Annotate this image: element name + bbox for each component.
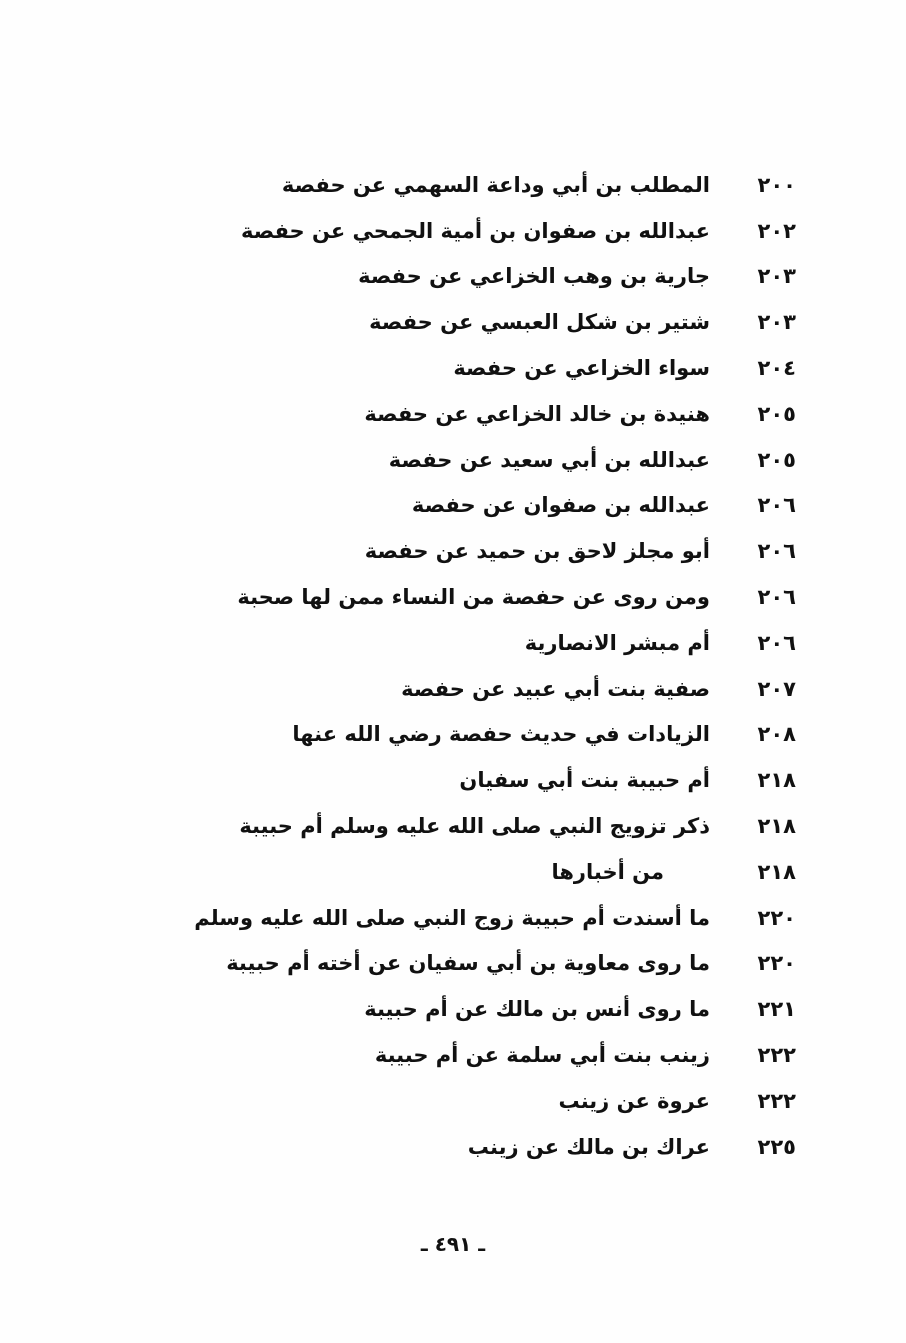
toc-entry-title: أم مبشر الانصارية: [524, 630, 710, 655]
toc-row: [96, 712, 796, 758]
toc-entry-title: صفية بنت أبي عبيد عن حفصة: [401, 676, 710, 701]
toc-row: [96, 574, 796, 620]
page-number: ـ ٤٩١ ـ: [420, 1232, 486, 1256]
toc-page-number: ٢٠٦: [757, 493, 796, 518]
toc-page-number: ٢٢٥: [757, 1134, 796, 1159]
toc-row: [96, 620, 796, 666]
toc-page-number: ٢٢٠: [757, 951, 796, 976]
toc-entry-title: عبدالله بن أبي سعيد عن حفصة: [388, 447, 710, 472]
toc-row: [96, 941, 796, 987]
toc-page-number: ٢٢٢: [757, 1043, 796, 1068]
toc-entry-title: أم حبيبة بنت أبي سفيان: [459, 768, 710, 793]
toc-row: [96, 803, 796, 849]
toc-entry-title: ما روى أنس بن مالك عن أم حبيبة: [364, 997, 710, 1022]
toc-row: [96, 483, 796, 529]
toc-page-number: ٢٢٢: [757, 1088, 796, 1113]
toc-page-number: ٢٠٣: [757, 310, 796, 335]
toc-page-number: ٢٠٥: [757, 401, 796, 426]
toc-page-number: ٢١٨: [757, 768, 796, 793]
toc-row: [96, 391, 796, 437]
toc-row: [96, 437, 796, 483]
toc-row: [96, 345, 796, 391]
toc-entry-title: زينب بنت أبي سلمة عن أم حبيبة: [374, 1043, 710, 1068]
toc-row: [96, 757, 796, 803]
toc-entry-title: جارية بن وهب الخزاعي عن حفصة: [358, 264, 710, 289]
toc-entry-title: عروة عن زينب: [558, 1088, 710, 1113]
toc-row: [96, 1124, 796, 1170]
toc-row: [96, 299, 796, 345]
toc-row: [96, 666, 796, 712]
toc-entry-title: هنيدة بن خالد الخزاعي عن حفصة: [364, 401, 710, 426]
toc-entry-title: أبو مجلز لاحق بن حميد عن حفصة: [364, 539, 710, 564]
toc-page-number: ٢١٨: [757, 814, 796, 839]
toc-row: [96, 1078, 796, 1124]
toc-page-number: ٢٠٢: [757, 218, 796, 243]
toc-entry-title: ومن روى عن حفصة من النساء ممن لها صحبة: [237, 585, 710, 610]
toc-row: [96, 208, 796, 254]
toc-entry-title: عبدالله بن صفوان عن حفصة: [411, 493, 710, 518]
toc-page-number: ٢٠٦: [757, 585, 796, 610]
toc-row: [96, 895, 796, 941]
toc-page-number: ٢٢١: [757, 997, 796, 1022]
toc-entry-title: عراك بن مالك عن زينب: [467, 1134, 710, 1159]
toc-entry-title: المطلب بن أبي وداعة السهمي عن حفصة: [281, 172, 710, 197]
toc-row: [96, 849, 796, 895]
toc-page-number: ٢٠٨: [757, 722, 796, 747]
toc-page-number: ٢٠٦: [757, 539, 796, 564]
toc-entry-title: ذكر تزويج النبي صلى الله عليه وسلم أم حبيبة: [239, 814, 710, 839]
toc-page-number: ٢٠٧: [757, 676, 796, 701]
toc-entry-title: سواء الخزاعي عن حفصة: [453, 356, 710, 381]
toc-entry-title: من أخبارها: [551, 859, 664, 884]
toc-row: [96, 162, 796, 208]
toc-page-number: ٢٠٦: [757, 630, 796, 655]
toc-row: [96, 986, 796, 1032]
toc-page-number: ٢٠٣: [757, 264, 796, 289]
toc-page-number: ٢٠٠: [757, 172, 796, 197]
toc-entry-title: ما أسندت أم حبيبة زوج النبي صلى الله عليه وسلم: [194, 905, 710, 930]
toc-row: [96, 1032, 796, 1078]
toc-page-number: ٢٠٥: [757, 447, 796, 472]
toc-entry-title: الزيادات في حديث حفصة رضي الله عنها: [292, 722, 710, 747]
table-of-contents: [96, 162, 796, 1170]
toc-page-number: ٢٢٠: [757, 905, 796, 930]
toc-page-number: ٢٠٤: [757, 356, 796, 381]
toc-row: [96, 254, 796, 300]
toc-entry-title: عبدالله بن صفوان بن أمية الجمحي عن حفصة: [241, 218, 710, 243]
toc-entry-title: ما روى معاوية بن أبي سفيان عن أخته أم حبيبة: [226, 951, 710, 976]
toc-entry-title: شتير بن شكل العبسي عن حفصة: [369, 310, 710, 335]
toc-row: [96, 528, 796, 574]
toc-page-number: ٢١٨: [757, 859, 796, 884]
